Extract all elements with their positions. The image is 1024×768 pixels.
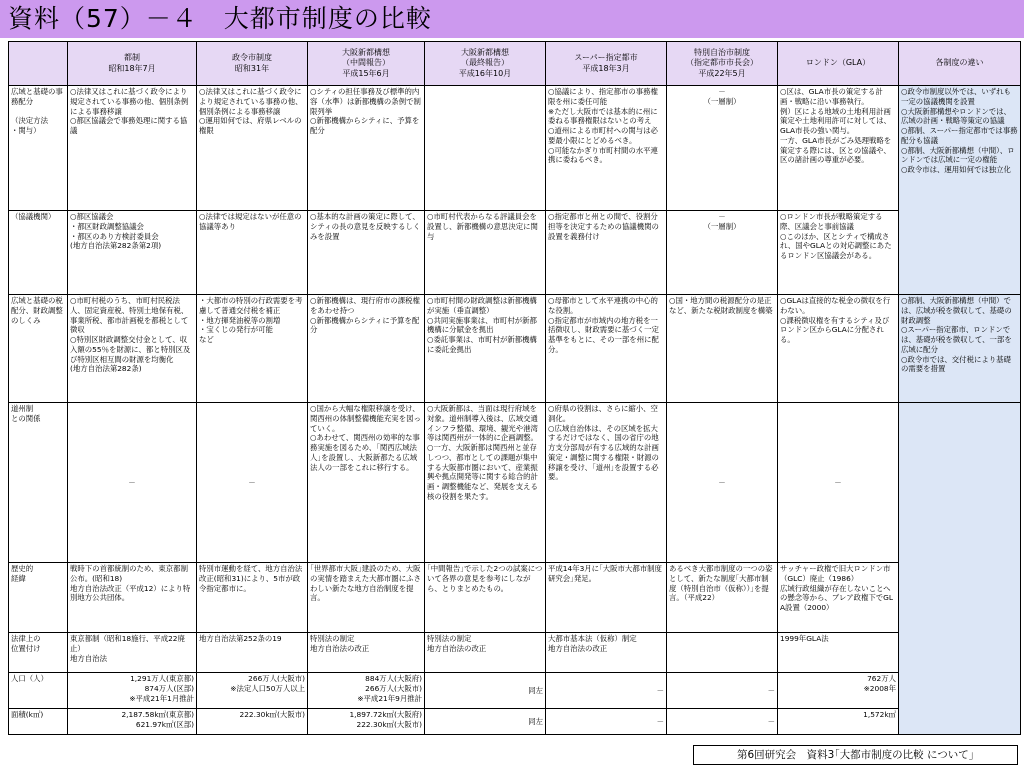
table-cell: ○シティの担任事務及び標準的内容（水準）は新都機構の条例で制限列挙 ○新都機構からシティに、予算を配分: [308, 86, 425, 211]
table-cell: 1,291万人(東京都) 874万人(区部) ※平成21年1月推計: [68, 673, 197, 709]
table-cell: ○指定都市と州との間で、役割分担等を決定するための協議機関の設置を義務付け: [546, 211, 667, 295]
table-cell: ○協議により、指定都市の事務権限を州に委任可能 ※ただし大阪市では基本的に州に委ねる事務権限はないとの考え ○道州による市町村への関与は必要最小限にとどめるべき。 ○可能なかぎり市町村間の水平連携に委ねるべき。: [546, 86, 667, 211]
header-row: [9, 42, 1021, 86]
table-cell: 762万人 ※2008年: [778, 673, 899, 709]
table-cell: ｢中間報告｣で示した2つの試案について各界の意見を参考にしながら、とりまとめたもの。: [425, 563, 546, 633]
row-label: 歴史的 経緯: [9, 563, 68, 633]
table-cell: 特別市運動を経て、地方自治法改正(昭和31)により、5市が政令指定都市に。: [197, 563, 308, 633]
table-cell: ○ロンドン市長が戦略策定する際、区議会と事前協議 ○このほか、区とシティで構成され、国やGLAとの対応調整にあたるロンドン区協議会がある。: [778, 211, 899, 295]
table-row: [9, 211, 1021, 295]
table-cell: －: [667, 709, 778, 735]
page-title: 資料（57）－４ 大都市制度の比較: [8, 4, 432, 33]
row-label: 道州制 との関係: [9, 403, 68, 563]
header-cell: ロンドン（GLA）: [778, 42, 899, 86]
table-cell: ○都区協議会 ・都区財政調整協議会 ・都区のあり方検討委員会 (地方自治法第282条第2項): [68, 211, 197, 295]
table-row: [9, 563, 1021, 633]
comparison-table: [8, 41, 1021, 735]
header-cell: 大阪新都構想 （最終報告） 平成16年10月: [425, 42, 546, 86]
header-cell: 大阪新都構想 （中間報告） 平成15年6月: [308, 42, 425, 86]
table-cell: ○基本的な計画の策定に際して、シティの長の意見を反映するしくみを設置: [308, 211, 425, 295]
row-label: 広域と基礎の事務配分 （決定方法 ・関与）: [9, 86, 68, 211]
row-label: （協議機関）: [9, 211, 68, 295]
row-label: 面積(k㎡): [9, 709, 68, 735]
header-cell: 政令市制度 昭和31年: [197, 42, 308, 86]
table-cell: 同左: [425, 709, 546, 735]
header-cell: 特別自治市制度 （指定都市市長会） 平成22年5月: [667, 42, 778, 86]
table-cell: －: [197, 403, 308, 563]
table-cell: [425, 86, 546, 211]
table-cell: ○法律又はこれに基づく政令により規定されている事務の他、個別条例による事務移譲 ○都区協議会で事務処理に関する協議: [68, 86, 197, 211]
table-cell: 平成14年3月に｢大阪市大都市制度研究会｣発足。: [546, 563, 667, 633]
table-cell: 1,897.72k㎡(大阪府) 222.30k㎡(大阪市): [308, 709, 425, 735]
table-cell: 特別法の制定 地方自治法の改正: [308, 633, 425, 673]
header-cell: [9, 42, 68, 86]
table-cell: ○GLAは直接的な税金の徴収を行わない。 ○課税徴収権を有するシティ及びロンドン区からGLAに分配される。: [778, 295, 899, 403]
table-row: [9, 633, 1021, 673]
table-cell: ○国から大幅な権限移譲を受け、関西州の体制整備機能充実を図っていく。 ○あわせて、関西州の効率的な事務実施を図るため、｢関西広域法人｣を設置し、大阪新都たる広域法人の一部をこれに移行する。: [308, 403, 425, 563]
table-cell: ○都制、大阪新都構想（中間）では、広域が税を徴収して、基礎の財政調整 ○スーパー指定都市、ロンドンでは、基礎が税を徴収して、一部を広域に配分 ○政令市では、交付税により基礎の需要を措置: [899, 295, 1021, 403]
row-label: 法律上の 位置付け: [9, 633, 68, 673]
table-cell: 2,187.58k㎡(東京都) 621.97k㎡(区部): [68, 709, 197, 735]
table-cell: －: [546, 709, 667, 735]
table-cell: 特別法の制定 地方自治法の改正: [425, 633, 546, 673]
header-cell: 都制 昭和18年7月: [68, 42, 197, 86]
table-cell: 大都市基本法（仮称）制定 地方自治法の改正: [546, 633, 667, 673]
table-cell: 地方自治法第252条の19: [197, 633, 308, 673]
table-cell: ○母都市として水平連携の中心的な役割。 ○指定都市が市域内の地方税を一括徴収し、財政需要に基づく一定基準をもとに、その一部を州に配分。: [546, 295, 667, 403]
table-cell: ○市町村間の財政調整は新都機構が実施（垂直調整） ○共同実施事業は、市町村が新都機構に分賦金を拠出 ○委託事業は、市町村が新都機構に委託金拠出: [425, 295, 546, 403]
table-cell: －: [68, 403, 197, 563]
row-label: 広域と基礎の税配分、財政調整のしくみ: [9, 295, 68, 403]
header-cell: スーパー指定都市 平成18年3月: [546, 42, 667, 86]
table-row: [9, 86, 1021, 211]
table-cell: ○政令市制度以外では、いずれも一定の協議機関を設置 ○大阪新都構想やロンドンでは、広域の計画・戦略等策定の協議 ○都制、スーパー指定都市では事務配分も協議 ○都制、大阪新都構想（中間）、ロンドンでは広域に一定の権能 ○政令市は、運用如何では独立化: [899, 86, 1021, 295]
table-cell: ○府県の役割は、さらに縮小、空洞化。 ○広域自治体は、その区域を拡大するだけではなく、国の省庁の地方支分部局が有する広域的な計画策定・調整に関する権限・財源の移譲を受け、｢道州｣を設置する必要。: [546, 403, 667, 563]
table-cell: サッチャー政権で旧大ロンドン市（GLC）廃止（1986） 広域行政組織が存在しないことへの懸念等から、ブレア政権下でGLA設置（2000）: [778, 563, 899, 633]
table-cell: ○新都機構は、現行府市の課税権をあわせ持つ ○新都機構からシティに予算を配分: [308, 295, 425, 403]
table-cell: ○市町村代表からなる評議員会を設置し、新都機構の意思決定に関与: [425, 211, 546, 295]
table-cell: 東京都制（昭和18施行、平成22廃止） 地方自治法: [68, 633, 197, 673]
table-cell: － （一層制）: [667, 211, 778, 295]
table-cell: [667, 633, 778, 673]
table-cell: 戦時下の首都統制のため、東京都制公布。(昭和18) 地方自治法改正（平成12）により特別地方公共団体。: [68, 563, 197, 633]
table-cell: 266万人(大阪市) ※法定人口50万人以上: [197, 673, 308, 709]
table-cell: 1,572k㎡: [778, 709, 899, 735]
table-row: [9, 673, 1021, 709]
title-bar: [0, 0, 1024, 38]
table-cell: ○市町村税のうち、市町村民税法人、固定資産税、特別土地保有税、事業所税、都市計画税を都税として徴収 ○特別区財政調整交付金として、収入額の55％を財源に、都と特別区及び特別区相互間の財源を均衡化 (地方自治法第282条): [68, 295, 197, 403]
table-cell: ・大都市の特別の行政需要を考慮して普通交付税を補正 ・地方揮発油税等の割増 ・宝くじの発行が可能 など: [197, 295, 308, 403]
table-cell: －: [667, 403, 778, 563]
table-cell: －: [546, 673, 667, 709]
table-cell: 同左: [425, 673, 546, 709]
table-cell: ○法律又はこれに基づく政令により規定されている事務の他、個別条例による事務移譲 ○運用如何では、府県レベルの権限: [197, 86, 308, 211]
table-cell: [899, 403, 1021, 735]
table-cell: 1999年GLA法: [778, 633, 899, 673]
row-label: 人口（人）: [9, 673, 68, 709]
table-row: [9, 403, 1021, 563]
table-cell: ○区は、GLA市長の策定する計画・戦略に沿い事務執行。 例）区による地域の土地利用計画策定や土地利用許可に対しては、GLA市長の強い関与。 一方、GLA市長がごみ処理戦略を策定する際には、区との協議や、区の諸計画の尊重が必要。: [778, 86, 899, 211]
table-row: [9, 709, 1021, 735]
header-cell: 各制度の違い: [899, 42, 1021, 86]
table-cell: －: [667, 673, 778, 709]
table-cell: 222.30k㎡(大阪市): [197, 709, 308, 735]
table-cell: －: [778, 403, 899, 563]
table-cell: ○国・地方間の税源配分の是正など、新たな税財政制度を構築: [667, 295, 778, 403]
table-cell: あるべき大都市制度の一つの姿として、新たな制度｢大都市制度（特別自治市（仮称））｣を提言。（平成22）: [667, 563, 778, 633]
table-cell: ○法律では規定はないが任意の協議等あり: [197, 211, 308, 295]
footer-caption: 第6回研究会 資料3｢大都市制度の比較 について｣: [693, 745, 1018, 765]
table-cell: ○大阪新都は、当面は現行府域を対象。道州制導入後は、広域交通インフラ整備、環境、観光や港湾等は関西州が一体的に企画調整。 ○一方、大阪新都は関西州と並存しつつ、都市としての課題が集中する大阪都市圏において、産業振興や拠点開発等に関する総合的計画・調整機能など、発展を支える核の役割を果たす。: [425, 403, 546, 563]
table-cell: ｢世界都市大阪｣建設のため、大阪の実情を踏まえた大都市圏にふさわしい新たな地方自治制度を提言。: [308, 563, 425, 633]
table-cell: － （一層制）: [667, 86, 778, 211]
table-cell: 884万人(大阪府) 266万人(大阪市) ※平成21年9月推計: [308, 673, 425, 709]
table-row: [9, 295, 1021, 403]
